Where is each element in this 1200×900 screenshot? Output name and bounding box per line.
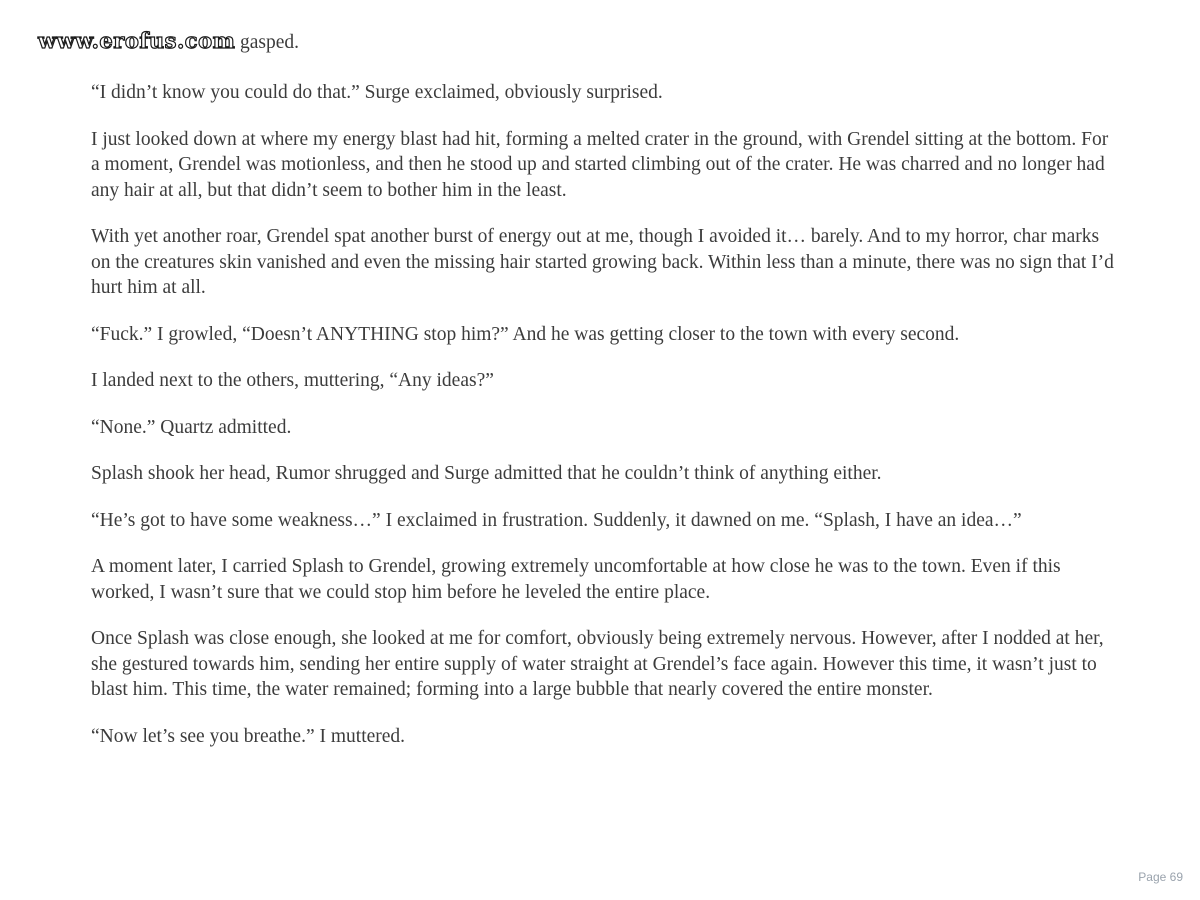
paragraph: “I didn’t know you could do that.” Surge exclaimed, obviously surprised. [91, 82, 663, 103]
paragraph: “Fuck.” I growled, “Doesn’t ANYTHING stop him?” And he was getting closer to the town with every second. [91, 323, 960, 345]
paragraph: “He’s got to have some weakness…” I exclaimed in frustration. Suddenly, it dawned on me. “Splash, I have an idea…” [91, 509, 1022, 531]
paragraph: Once Splash was close enough, she looked at me for comfort, obviously being extremely nervous. However, after I nodded at her, she gestured towards him, sending her entire supply of water straight at Grendel’s face again. However this time, it wasn’t just to blast him. This time, the water remained; forming into a large bubble that nearly covered the entire monster. [91, 628, 1104, 700]
paragraph: I landed next to the others, muttering, “Any ideas?” [91, 370, 494, 391]
partial-first-line: gasped. [240, 32, 300, 53]
paragraph: “None.” Quartz admitted. [91, 416, 292, 438]
paragraph: With yet another roar, Grendel spat another burst of energy out at me, though I avoided it… barely. And to my horror, char marks on the creatures skin vanished and even the missing hair started growing back. Within less than a minute, there was no sign that I’d hurt him at all. [91, 226, 1114, 298]
paragraph: I just looked down at where my energy blast had hit, forming a melted crater in the ground, with Grendel sitting at the bottom. For a moment, Grendel was motionless, and then he stood up and started climbing out of the crater. He was charred and no longer had any hair at all, but that didn’t seem to bother him in the least. [91, 128, 1109, 201]
paragraph: A moment later, I carried Splash to Grendel, growing extremely uncomfortable at how close he was to the town. Even if this worked, I wasn’t sure that we could stop him before he leveled the entire place. [91, 556, 1061, 603]
watermark-logo: www.erofus.com [38, 28, 236, 53]
paragraph: Splash shook her head, Rumor shrugged and Surge admitted that he couldn’t think of anything either. [91, 463, 882, 484]
story-text [91, 80, 1116, 770]
page-number: Page 69 [1138, 870, 1183, 884]
paragraph: “Now let’s see you breathe.” I muttered. [91, 725, 406, 747]
